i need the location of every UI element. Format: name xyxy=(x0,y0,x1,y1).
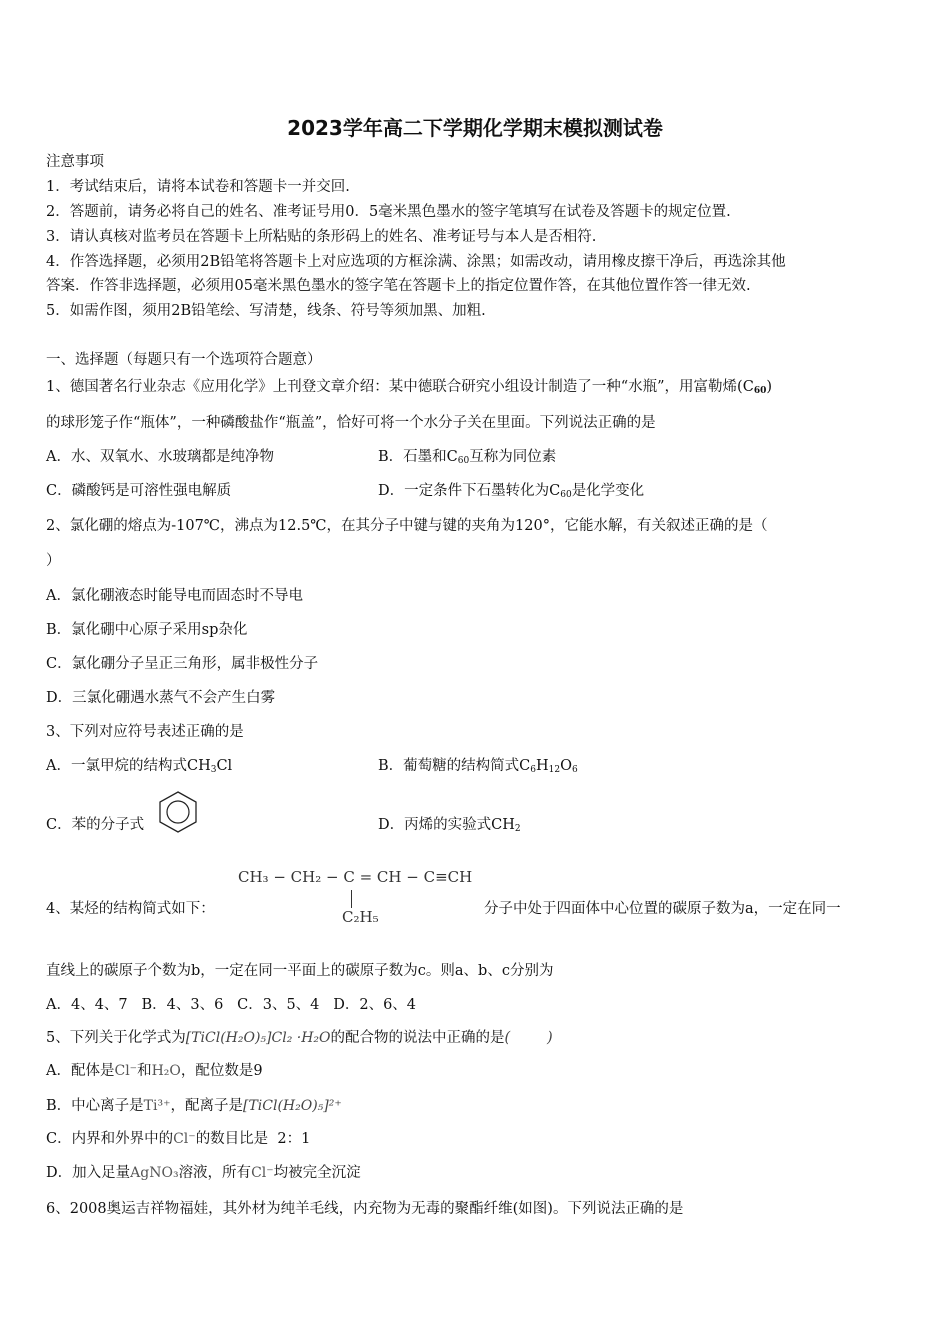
q5-a-formula: Cl⁻ xyxy=(114,1063,138,1079)
notice-item: 3．请认真核对监考员在答题卡上所粘贴的条形码上的姓名、准考证号与本人是否相符. xyxy=(46,229,597,245)
q5-b-formula: Ti³⁺ xyxy=(143,1098,171,1114)
q5-text: 5、下列关于化学式为 xyxy=(46,1030,186,1046)
q3-b-sub: 6 xyxy=(571,765,578,775)
question-1-stem xyxy=(46,377,772,401)
notice-item: 4．作答选择题，必须用2B铅笔将答题卡上对应选项的方框涂满、涂黑；如需改动，请用橡皮擦干净后，再选涂其他 xyxy=(46,254,786,270)
q1-option-c: C．磷酸钙是可溶性强电解质 xyxy=(46,483,232,499)
question-2-stem: 2、氯化硼的熔点为-107℃，沸点为12.5℃，在其分子中键与键的夹角为120°，它能水解，有关叙述正确的是（ xyxy=(46,518,768,534)
q1-text-a: 1、德国著名行业杂志《应用化学》上刊登文章介绍：某中德联合研究小组设计制造了一种“水瓶”，用富勒烯(C xyxy=(46,379,754,395)
q3-b-text: B．葡萄糖的结构简式C xyxy=(378,758,531,774)
q3-b-sub: 12 xyxy=(548,765,561,775)
q1-b-text2: 互称为同位素 xyxy=(469,449,557,465)
structure-branch: C₂H₅ xyxy=(342,908,379,926)
q5-text: 的配合物的说法中正确的是 xyxy=(330,1030,505,1046)
q5-c-formula: Cl⁻ xyxy=(173,1131,196,1147)
page-title: 2023学年高二下学期化学期末模拟测试卷 xyxy=(287,116,663,140)
q5-option-c xyxy=(46,1129,310,1149)
notice-item: 5．如需作图，须用2B铅笔绘、写清楚，线条、符号等须加黑、加粗. xyxy=(46,303,486,319)
q2-option-d: D．三氯化硼遇水蒸气不会产生白雾 xyxy=(46,690,276,706)
q5-option-a xyxy=(46,1061,263,1081)
q5-a-formula: H₂O xyxy=(151,1063,181,1079)
q3-b-text: O xyxy=(560,758,572,774)
q5-a-text: 和 xyxy=(137,1063,152,1079)
q2-option-b: B．氯化硼中心原子采用sp杂化 xyxy=(46,622,248,638)
q5-b-text: ，配离子是 xyxy=(170,1098,243,1114)
question-6-stem: 6、2008奥运吉祥物福娃，其外材为纯羊毛线，内充物为无毒的聚酯纤维(如图)。下列说法正确的是 xyxy=(46,1201,684,1217)
q5-d-formula: Cl⁻ xyxy=(251,1165,274,1181)
q3-b-text: H xyxy=(535,758,549,774)
structure-bond xyxy=(351,890,352,908)
section-heading: 一、选择题（每题只有一个选项符合题意） xyxy=(46,352,322,368)
q5-c-text: 的数目比是 2：1 xyxy=(195,1131,311,1147)
q1-sub: 60 xyxy=(753,386,767,396)
q5-d-text: 均被完全沉淀 xyxy=(273,1165,361,1181)
hydrocarbon-structure xyxy=(238,868,488,938)
question-1-stem-cont: 的球形笼子作“瓶体”，一种磷酸盐作“瓶盖”，恰好可将一个水分子关在里面。下列说法正确的是 xyxy=(46,415,656,431)
q1-d-text2: 是化学变化 xyxy=(571,483,645,499)
q5-option-b xyxy=(46,1096,342,1116)
q1-option-a: A．水、双氧水、水玻璃都是纯净物 xyxy=(46,449,274,465)
q3-option-c: C．苯的分子式 xyxy=(46,817,145,833)
question-2-stem-cont: ） xyxy=(46,553,61,569)
notice-heading: 注意事项 xyxy=(46,154,104,170)
q5-b-text: B．中心离子是 xyxy=(46,1098,144,1114)
q5-d-formula: AgNO₃ xyxy=(130,1165,179,1181)
q5-c-text: C．内界和外界中的 xyxy=(46,1131,174,1147)
q2-option-a: A．氯化硼液态时能导电而固态时不导电 xyxy=(46,588,303,604)
q3-a-text: A．一氯甲烷的结构式CH xyxy=(46,758,211,774)
q3-b-sub: 6 xyxy=(530,765,536,775)
q3-option-b xyxy=(378,756,578,780)
question-5-stem xyxy=(46,1028,553,1048)
benzene-ring-image xyxy=(157,790,199,834)
notice-item: 2．答题前，请务必将自己的姓名、准考证号用0．5毫米黑色墨水的签字笔填写在试卷及答题卡的规定位置. xyxy=(46,204,731,220)
q5-paren: ( ) xyxy=(504,1030,553,1046)
question-4-stem-cont: 直线上的碳原子个数为b，一定在同一平面上的碳原子数为c。则a、b、c分别为 xyxy=(46,963,554,979)
question-4-stem-b: 分子中处于四面体中心位置的碳原子数为a，一定在同一 xyxy=(484,901,841,917)
q2-option-c: C．氯化硼分子呈正三角形，属非极性分子 xyxy=(46,656,319,672)
q1-b-text: B．石墨和C xyxy=(378,449,458,465)
q1-b-sub: 60 xyxy=(457,456,470,466)
notice-item: 答案．作答非选择题，必须用05毫米黑色墨水的签字笔在答题卡上的指定位置作答，在其他位置作答一律无效. xyxy=(46,278,751,294)
q3-a-text2: Cl xyxy=(216,758,233,774)
q3-option-a xyxy=(46,756,232,780)
q5-a-text: A．配体是 xyxy=(46,1063,115,1079)
q1-text-b: ) xyxy=(766,379,773,395)
question-4-stem-a: 4、某烃的结构简式如下： xyxy=(46,901,215,917)
notice-item: 1．考试结束后，请将本试卷和答题卡一并交回. xyxy=(46,179,350,195)
q1-d-sub: 60 xyxy=(560,490,572,500)
q5-formula: [TiCl(H₂O)₅]Cl₂ ·H₂O xyxy=(185,1030,331,1046)
q5-b-formula: [TiCl(H₂O)₅]²⁺ xyxy=(242,1098,342,1114)
question-3-stem: 3、下列对应符号表述正确的是 xyxy=(46,724,244,740)
q3-a-sub: 3 xyxy=(210,765,217,775)
q5-option-d xyxy=(46,1163,361,1183)
q1-d-text: D．一定条件下石墨转化为C xyxy=(378,483,561,499)
q3-d-sub: 2 xyxy=(514,824,521,834)
q5-d-text: 溶液，所有 xyxy=(178,1165,252,1181)
q1-option-d xyxy=(378,481,644,505)
q1-option-b xyxy=(378,447,556,471)
q3-option-d xyxy=(378,815,521,839)
q4-options: A．4、4、7 B．4、3、6 C．3、5、4 D．2、6、4 xyxy=(46,997,417,1013)
q3-d-text: D．丙烯的实验式CH xyxy=(378,817,515,833)
structure-main-chain: CH₃ − CH₂ − C = CH − C≡CH xyxy=(238,868,473,886)
q5-d-text: D．加入足量 xyxy=(46,1165,131,1181)
q5-a-text: ，配位数是9 xyxy=(180,1063,263,1079)
